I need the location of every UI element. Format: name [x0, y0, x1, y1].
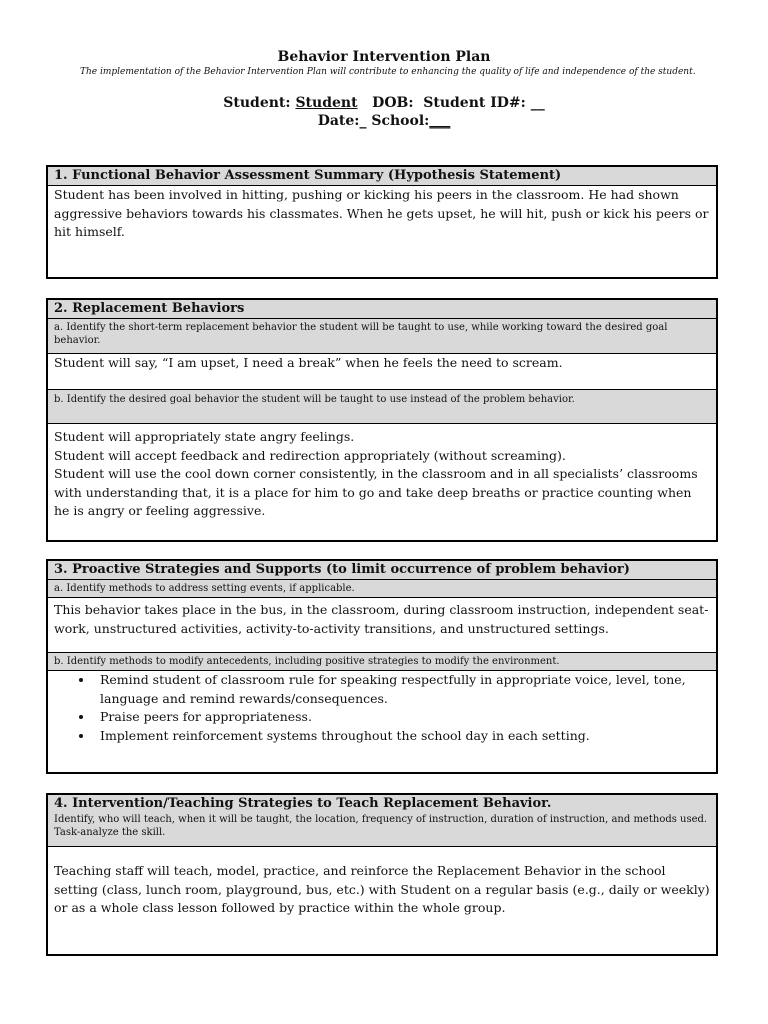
section-fba-summary [46, 165, 718, 279]
section-teaching-strategies [46, 793, 718, 956]
prompt-goal-behavior: b. Identify the desired goal behavior the student will be taught to use instead of the problem behavior. [48, 390, 716, 424]
student-id-value: __ [530, 95, 545, 111]
student-id-label: Student ID#: [423, 95, 526, 111]
list-item: • Remind student of classroom rule for speaking respectfully in appropriate voice, level, tone, language and remind rewards/consequences. [94, 671, 716, 708]
student-label: Student: [223, 95, 291, 111]
section-heading: 4. Intervention/Teaching Strategies to Teach Replacement Behavior. [48, 795, 716, 813]
document-title: Behavior Intervention Plan [277, 49, 491, 65]
student-name-value: Student [295, 95, 358, 111]
antecedent-strategies-list [48, 671, 716, 745]
prompt-short-term: a. Identify the short-term replacement behavior the student will be taught to use, while working toward the desired goal behavior. [48, 319, 716, 354]
document-header [0, 48, 768, 130]
prompt-antecedents: b. Identify methods to modify antecedents, including positive strategies to modify the environment. [48, 653, 716, 671]
student-info-line [0, 94, 768, 112]
goal-line: Student will use the cool down corner consistently, in the classroom and in all specialists’ classrooms with understanding that, it is a place for him to go and take deep breaths or practice counting when he is angry or feeling aggressive. [54, 466, 698, 518]
section-heading: 1. Functional Behavior Assessment Summary (Hypothesis Statement) [48, 167, 716, 186]
section-proactive-strategies [46, 559, 718, 774]
prompt-setting-events: a. Identify methods to address setting events, if applicable. [48, 580, 716, 598]
section-replacement-behaviors [46, 298, 718, 542]
document-subtitle: The implementation of the Behavior Intervention Plan will contribute to enhancing the quality of life and independence of the student. [80, 67, 696, 77]
section-heading: 3. Proactive Strategies and Supports (to limit occurrence of problem behavior) [48, 561, 716, 580]
date-school-line [0, 112, 768, 130]
goal-line: Student will accept feedback and redirection appropriately (without screaming). [54, 447, 566, 463]
date-value: _ [359, 113, 367, 129]
answer-setting-events: This behavior takes place in the bus, in the classroom, during classroom instruction, independent seat-work, unstructured activities, activity-to-activity transitions, and unstructured settings. [48, 598, 716, 653]
list-item: • Implement reinforcement systems throughout the school day in each setting. [94, 727, 716, 746]
section-body: Teaching staff will teach, model, practice, and reinforce the Replacement Behavior in the school setting (class, lunch room, playground, bus, etc.) with Student on a regular basis (e.g., daily or weekly) or as a whole class lesson followed by practice within the whole group. [54, 863, 710, 915]
section-body: Student has been involved in hitting, pushing or kicking his peers in the classroom. He had shown aggressive behaviors towards his classmates. When he gets upset, he will hit, push or kick his peers or hit himself. [54, 187, 709, 239]
list-item: • Praise peers for appropriateness. [94, 708, 716, 727]
prompt-teaching: Identify, who will teach, when it will be taught, the location, frequency of instruction, duration of instruction, and methods used. Task-analyze the skill. [48, 813, 716, 841]
section-heading-block [48, 795, 716, 847]
date-label: Date: [317, 113, 360, 129]
school-value: ___ [429, 113, 451, 129]
answer-goal-behavior [48, 424, 716, 521]
school-label: School: [371, 113, 430, 129]
answer-short-term: Student will say, “I am upset, I need a break” when he feels the need to scream. [48, 354, 716, 390]
goal-line: Student will appropriately state angry feelings. [54, 429, 355, 444]
dob-label: DOB: [372, 95, 414, 111]
section-heading: 2. Replacement Behaviors [48, 300, 716, 319]
